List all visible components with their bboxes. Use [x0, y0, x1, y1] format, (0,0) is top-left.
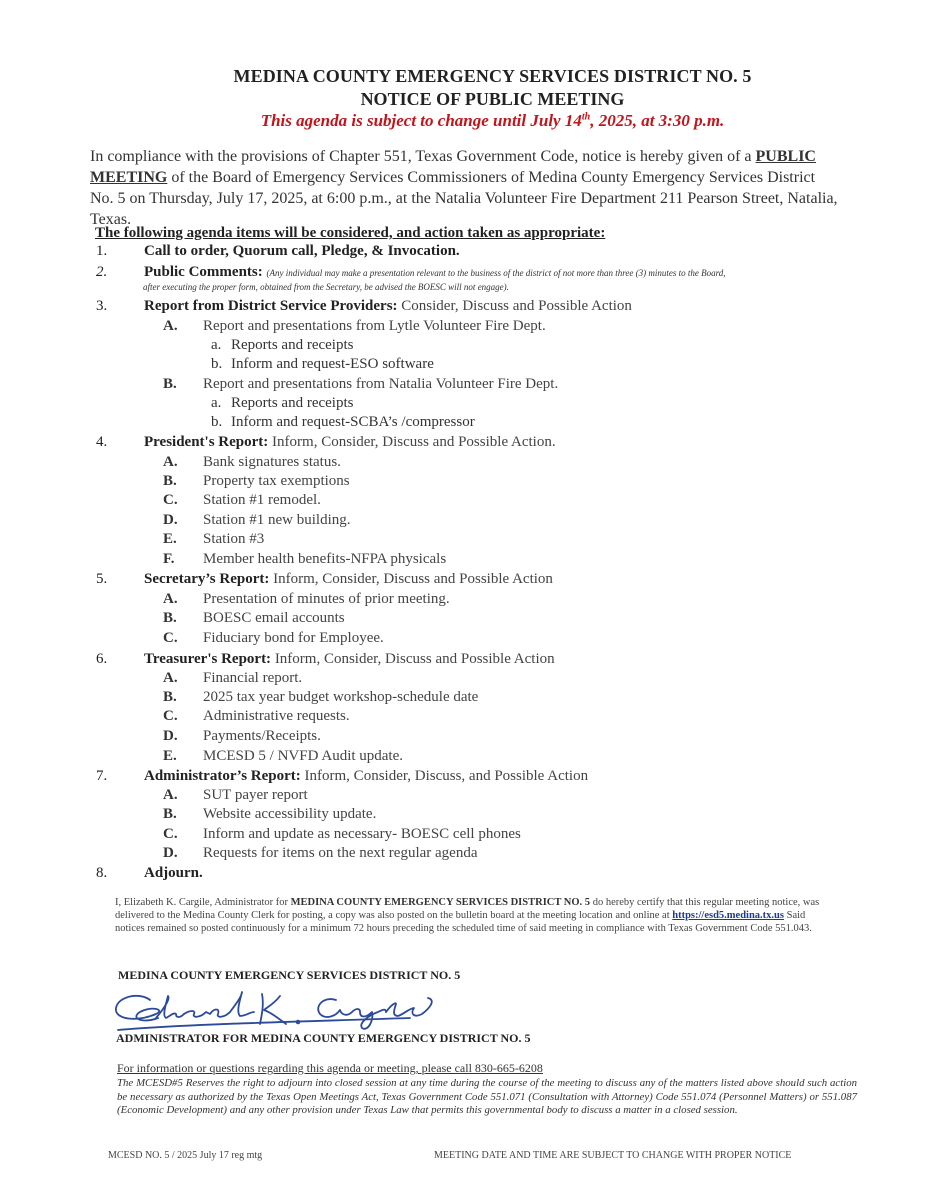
- sub-item: Member health benefits-NFPA physicals: [203, 551, 447, 567]
- agenda-item-secretary-report: Secretary’s Report: Inform, Consider, Discuss and Possible Action: [144, 571, 553, 587]
- sub-label: D.: [163, 728, 178, 744]
- sub-item: Website accessibility update.: [203, 806, 377, 822]
- sub-item: Station #1 new building.: [203, 512, 351, 528]
- agenda-number: 5.: [96, 571, 108, 587]
- sub-label: C.: [163, 826, 178, 842]
- sub-item-lytle-vfd: Report and presentations from Lytle Volunteer Fire Dept.: [203, 318, 546, 334]
- sub-label: B.: [163, 610, 177, 626]
- closed-session-reservation: The MCESD#5 Reserves the right to adjourn into closed session at any time during the course of the meeting to discuss any of the matters listed above should such action be necessary as authorized by the Texas Open Meetings Act, Texas Government Code 551.071 (Consultation with Attorney) Code 551.074 (Personnel Matters) or 551.087 (Economic Development) and any other provision under Texas Law that permits this governmental body to discuss a matter in a closed session.: [117, 1077, 857, 1117]
- footer-notice: MEETING DATE AND TIME ARE SUBJECT TO CHANGE WITH PROPER NOTICE: [434, 1150, 792, 1161]
- sub-label: A.: [163, 787, 178, 803]
- sub-label: B.: [163, 806, 177, 822]
- sub-item: Requests for items on the next regular agenda: [203, 845, 478, 861]
- sub-item: Inform and update as necessary- BOESC cell phones: [203, 826, 521, 842]
- sub-label: D.: [163, 845, 178, 861]
- sub-item: 2025 tax year budget workshop-schedule date: [203, 689, 479, 705]
- sub-item: Bank signatures status.: [203, 454, 341, 470]
- sub-label: A.: [163, 670, 178, 686]
- sub-sub-label: b.: [211, 356, 223, 372]
- agenda-number: 4.: [96, 434, 108, 450]
- agenda-number: 8.: [96, 865, 108, 881]
- sub-sub-label: b.: [211, 414, 223, 430]
- certification-paragraph: I, Elizabeth K. Cargile, Administrator for MEDINA COUNTY EMERGENCY SERVICES DISTRICT NO. 5 do hereby certify that this regular meeting notice, was delivered to the Medina County Clerk for posting, a copy was also posted on the bulletin board at the meeting location and online at https://esd5.medina.tx.us Said notices remained so posted continuously for a minimum 72 hours preceding the scheduled time of said meeting in compliance with Texas Government Code 551.043.: [115, 897, 820, 934]
- sub-item: Financial report.: [203, 670, 303, 686]
- sub-label: F.: [163, 551, 175, 567]
- sub-label: E.: [163, 748, 177, 764]
- agenda-number: 2.: [96, 264, 108, 280]
- sub-sub-label: a.: [211, 395, 222, 411]
- sub-label: C.: [163, 630, 178, 646]
- sub-item: BOESC email accounts: [203, 610, 345, 626]
- sub-label: B.: [163, 473, 177, 489]
- sub-sub-label: a.: [211, 337, 222, 353]
- sub-label: A.: [163, 318, 178, 334]
- agenda-number: 1.: [96, 243, 108, 259]
- sub-item-natalia-vfd: Report and presentations from Natalia Volunteer Fire Dept.: [203, 376, 559, 392]
- sub-item: Administrative requests.: [203, 708, 350, 724]
- agenda-item-president-report: President's Report: Inform, Consider, Discuss and Possible Action.: [144, 434, 556, 450]
- agenda-number: 3.: [96, 298, 108, 314]
- agenda-number: 6.: [96, 651, 108, 667]
- sub-sub-item: Reports and receipts: [231, 395, 354, 411]
- sub-item: Payments/Receipts.: [203, 728, 321, 744]
- agenda-number: 7.: [96, 768, 108, 784]
- sub-item: Presentation of minutes of prior meeting.: [203, 591, 450, 607]
- agenda-item-service-providers: Report from District Service Providers: Consider, Discuss and Possible Action: [144, 298, 632, 314]
- sub-sub-item: Inform and request-ESO software: [231, 356, 434, 372]
- signature-org: MEDINA COUNTY EMERGENCY SERVICES DISTRICT NO. 5: [118, 968, 461, 982]
- sub-label: A.: [163, 454, 178, 470]
- agenda-change-notice: This agenda is subject to change until July 14th, 2025, at 3:30 p.m.: [260, 111, 725, 130]
- sub-item: Property tax exemptions: [203, 473, 350, 489]
- agenda-item-call-to-order: Call to order, Quorum call, Pledge, & Invocation.: [144, 243, 460, 259]
- agenda-item-administrator-report: Administrator’s Report: Inform, Consider, Discuss, and Possible Action: [144, 768, 589, 784]
- sub-sub-item: Inform and request-SCBA’s /compressor: [231, 414, 475, 430]
- agenda-item-treasurer-report: Treasurer's Report: Inform, Consider, Discuss and Possible Action: [144, 651, 555, 667]
- sub-label: D.: [163, 512, 178, 528]
- sub-item: MCESD 5 / NVFD Audit update.: [203, 748, 404, 764]
- agenda-item-public-comments: Public Comments: (Any individual may make a presentation relevant to the business of the district of not more than three (3) minutes to the Board,: [144, 264, 726, 280]
- agenda-item-adjourn: Adjourn.: [144, 865, 203, 881]
- district-title: MEDINA COUNTY EMERGENCY SERVICES DISTRICT NO. 5: [233, 66, 752, 86]
- sub-item: Fiduciary bond for Employee.: [203, 630, 384, 646]
- sub-item: SUT payer report: [203, 787, 308, 803]
- public-meeting-emphasis: PUBLIC MEETING: [90, 148, 816, 186]
- notice-title: NOTICE OF PUBLIC MEETING: [360, 89, 625, 109]
- footer-reference: MCESD NO. 5 / 2025 July 17 reg mtg: [108, 1150, 263, 1161]
- district-website-link[interactable]: https://esd5.medina.tx.us: [672, 910, 784, 921]
- contact-info: For information or questions regarding this agenda or meeting, please call 830-665-6208: [117, 1061, 543, 1075]
- sub-label: A.: [163, 591, 178, 607]
- intro-paragraph: In compliance with the provisions of Chapter 551, Texas Government Code, notice is hereby given of a PUBLIC MEETING of the Board of Emergency Services Commissioners of Medina County Emergency Services District No. 5 on Thursday, July 17, 2025, at 6:00 p.m., at the Natalia Volunteer Fire Department 211 Pearson Street, Natalia, Texas.: [90, 148, 838, 228]
- sub-item: Station #3: [203, 531, 265, 547]
- agenda-lead: The following agenda items will be considered, and action taken as appropriate:: [95, 225, 606, 241]
- sub-label: B.: [163, 376, 177, 392]
- public-comments-note: after executing the proper form, obtained from the Secretary, be advised the BOESC will not engage).: [143, 282, 509, 292]
- sub-item: Station #1 remodel.: [203, 492, 321, 508]
- sub-sub-item: Reports and receipts: [231, 337, 354, 353]
- sub-label: E.: [163, 531, 177, 547]
- signature-administrator-title: ADMINISTRATOR FOR MEDINA COUNTY EMERGENCY DISTRICT NO. 5: [116, 1031, 531, 1045]
- sub-label: C.: [163, 492, 178, 508]
- sub-label: C.: [163, 708, 178, 724]
- sub-label: B.: [163, 689, 177, 705]
